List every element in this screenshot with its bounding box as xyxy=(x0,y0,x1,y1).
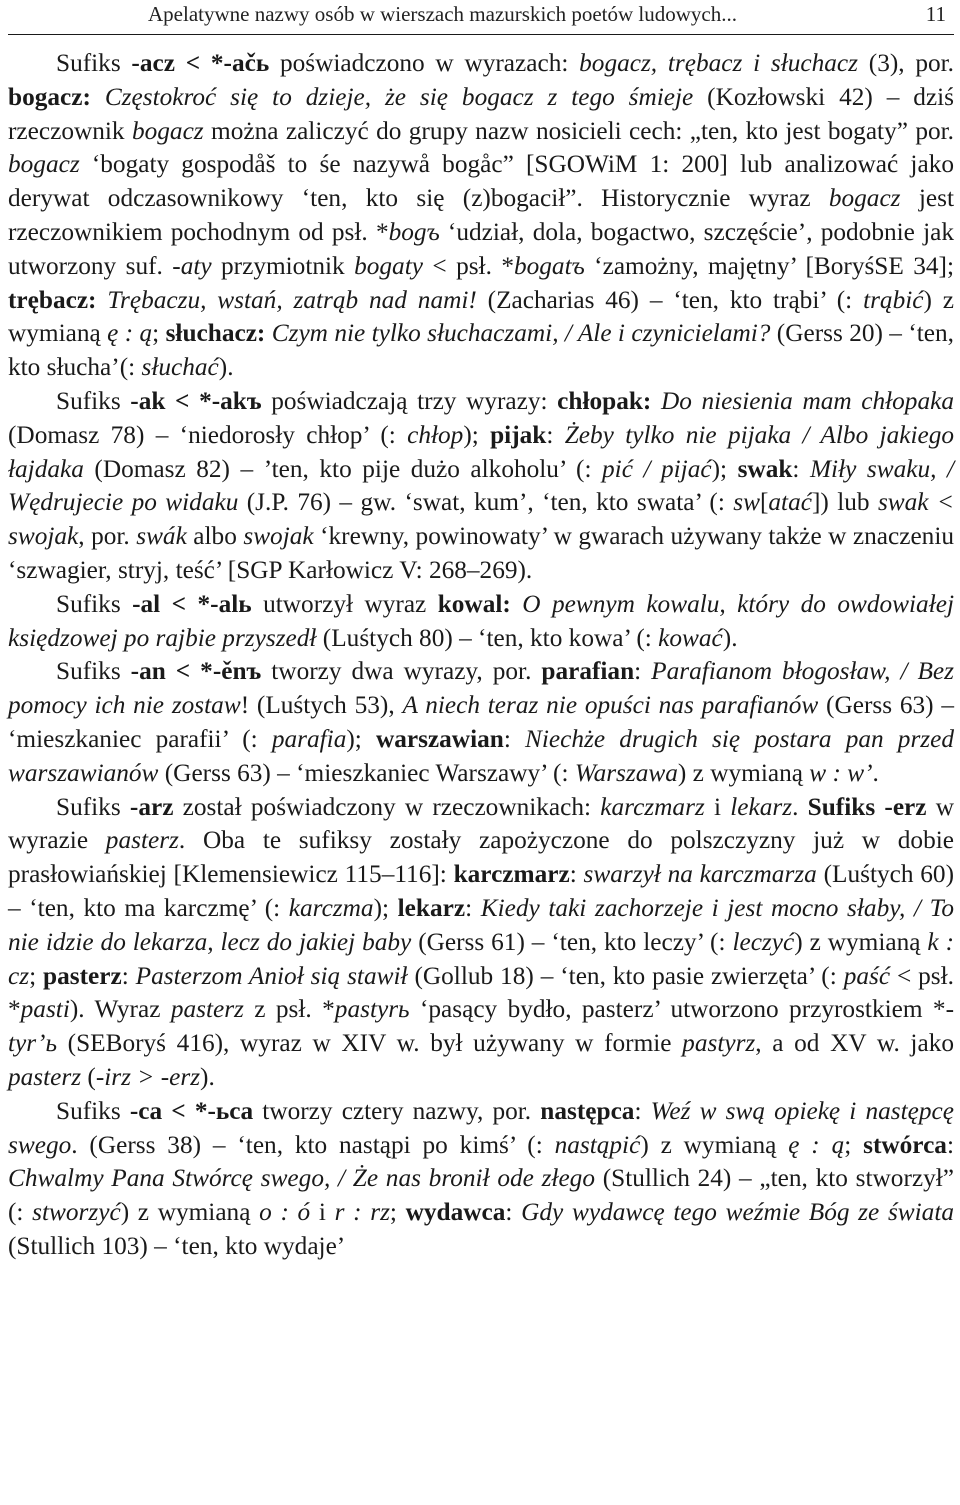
italic-quote: Gdy wydawcę tego weźmie Bóg ze świata xyxy=(521,1198,955,1227)
italic-quote: karczmarz xyxy=(600,792,705,821)
text-run: Sufiks xyxy=(56,49,132,77)
bold-term: bogacz: xyxy=(8,82,91,111)
text-run: (Zacharias 46) – ‘ten, kto trąbi’ (: xyxy=(476,285,864,314)
text-run: (Luśtych 60) – ‘ten, kto ma karczmę’ (: xyxy=(8,860,954,922)
bold-term: słuchacz: xyxy=(165,319,266,348)
italic-quote: Żeby tylko nie pijaka / Albo jakiego łajdaka xyxy=(8,420,955,483)
italic-quote: karczma xyxy=(288,893,374,922)
italic-quote: bogaty xyxy=(354,251,423,280)
text-run: (Stullich 103) – ‘ten, kto wydaje’ xyxy=(8,1231,346,1260)
italic-quote: swak < swojak xyxy=(8,488,954,551)
text-run: : xyxy=(634,1096,651,1125)
bold-term: trębacz: xyxy=(8,285,97,314)
text-run: ) z wymianą xyxy=(794,927,928,956)
text-run: można zaliczyć do grupy nazw nosicieli cech: „ten, kto jest bogaty” por. xyxy=(203,116,954,145)
italic-quote: lekarz xyxy=(730,792,793,821)
text-run: , a od XV w. jako xyxy=(755,1029,954,1058)
bold-term: swak xyxy=(737,454,793,483)
text-run: : xyxy=(792,454,810,483)
body-text xyxy=(8,47,954,1264)
italic-quote: pić / pijać xyxy=(602,454,712,483)
text-run: Sufiks xyxy=(56,657,131,686)
text-run: poświadczają trzy wyrazy: xyxy=(261,386,558,415)
text-run: tworzy cztery nazwy, por. xyxy=(253,1096,541,1125)
text-run: (J.P. 76) – gw. ‘swat, kum’, ‘ten, kto swata’ (: xyxy=(238,488,734,517)
text-run: Sufiks xyxy=(56,589,133,618)
bold-term: -al < *-alь xyxy=(132,589,252,618)
bold-term: pasterz xyxy=(43,961,122,990)
italic-quote: bogatъ xyxy=(513,251,585,280)
italic-quote: bogacz xyxy=(828,184,901,213)
italic-quote: swák xyxy=(136,522,187,551)
bold-term: -arz xyxy=(129,792,174,821)
italic-quote: ę : ą xyxy=(107,319,153,348)
text-run: ‘bogaty gospodåš to śe nazywå bogåc” [SGOWiM 1: 200] lub analizować jako derywat odczasownikowy ‘ten, kto się (z)bogacił”. Historycznie wyraz xyxy=(8,150,954,213)
text-run xyxy=(91,83,105,111)
text-run: : xyxy=(546,420,565,449)
paragraph-arz-erz xyxy=(8,791,954,1095)
bold-term: stwórca xyxy=(863,1130,947,1159)
text-run: ) z wymianą xyxy=(120,1198,260,1227)
italic-quote: w : w’ xyxy=(809,758,873,787)
text-run: (Gerss 20) – ‘ten, kto słucha’(: xyxy=(8,319,954,382)
text-run: albo xyxy=(186,522,244,551)
text-run: ) z wymianą xyxy=(677,758,810,787)
text-run: ). Wyraz xyxy=(69,995,171,1024)
text-run: . Oba te sufiksy zostały zapożyczone do polszczyzny już w dobie prasłowiańskiej [Klemensiewicz 115–116]: xyxy=(8,826,954,889)
italic-quote: Trębaczu, wstań, zatrąb nad nami! xyxy=(107,285,477,314)
bold-term: następca xyxy=(540,1096,635,1125)
italic-quote: Parafianom błogosław, / Bez pomocy ich nie zostaw xyxy=(8,657,954,720)
italic-quote: -tyr’ь xyxy=(8,995,954,1058)
italic-quote: -irz > -erz xyxy=(95,1062,201,1091)
text-run: ]) lub xyxy=(811,488,878,517)
bold-term: -acz < *-ačь xyxy=(131,49,270,77)
text-run: [ xyxy=(759,488,769,517)
bold-term: -ca < *-ьca xyxy=(129,1096,254,1125)
text-run: ; xyxy=(29,961,44,990)
text-run: . xyxy=(792,792,808,821)
italic-quote: Weź w swą opiekę i następcę swego xyxy=(8,1096,954,1159)
text-run: i xyxy=(310,1198,335,1227)
running-header xyxy=(8,0,954,35)
bold-term: parafian xyxy=(541,657,635,686)
text-run: ). xyxy=(722,623,738,652)
bold-term: Sufiks xyxy=(807,792,876,821)
italic-quote: sw xyxy=(733,488,760,517)
italic-quote: Do niesienia mam chłopaka xyxy=(660,386,954,415)
text-run: ‘zamożny, majętny’ [BoryśSE 34]; xyxy=(584,251,954,280)
bold-term: lekarz xyxy=(397,893,466,922)
paragraph-an xyxy=(8,655,954,790)
text-run: : xyxy=(465,893,481,922)
text-run: Sufiks xyxy=(56,386,131,415)
italic-quote: kować xyxy=(658,623,723,652)
italic-quote: k : cz xyxy=(8,927,954,990)
text-run: ); xyxy=(373,893,398,922)
text-run: . xyxy=(872,758,879,787)
bold-term: chłopak: xyxy=(557,386,652,415)
text-run: poświadczono w wyrazach: xyxy=(269,49,580,77)
bold-term: pijak xyxy=(490,420,547,449)
text-run: < psł. * xyxy=(422,251,514,280)
bold-term: kowal: xyxy=(437,589,511,618)
italic-quote: nastąpić xyxy=(554,1130,641,1159)
italic-quote: bogacz xyxy=(131,116,204,145)
italic-quote: A niech teraz nie opuści nas parafianów xyxy=(402,691,819,720)
paragraph-al xyxy=(8,588,954,656)
italic-quote: o : ó xyxy=(259,1198,311,1227)
text-run: tworzy dwa wyrazy, por. xyxy=(261,657,542,686)
italic-quote: pasterz xyxy=(170,995,244,1024)
text-run: ‘krewny, powinowaty’ w gwarach używany także w znaczeniu ‘szwagier, stryj, teść’ [SGP Karłowicz V: 268–269). xyxy=(8,522,955,584)
italic-quote: słuchać xyxy=(141,353,219,382)
text-run: ‘udział, dola, bogactwo, szczęście’, podobnie jak utworzony suf. xyxy=(8,217,955,280)
italic-quote: r : rz xyxy=(334,1198,390,1227)
italic-quote: Miły swaku, / Wędrujecie po widaku xyxy=(8,454,954,517)
italic-quote: atać xyxy=(768,488,812,517)
text-run: z psł. * xyxy=(243,995,335,1024)
text-run: : xyxy=(634,657,652,686)
italic-quote: pastyrь xyxy=(334,995,410,1024)
text-run: Sufiks xyxy=(56,1096,130,1125)
text-run: : xyxy=(503,724,525,753)
italic-quote: Niechże drugich się postara pan przed warszawianów xyxy=(8,724,955,787)
text-run: ); xyxy=(711,454,738,483)
text-run: ; xyxy=(152,319,166,348)
italic-quote: bogacz xyxy=(8,150,80,179)
text-run: (Luśtych 80) – ‘ten, kto kowa’ (: xyxy=(316,623,659,652)
text-run: (Stullich 24) – „ten, kto stworzył” (: xyxy=(8,1164,955,1227)
text-run: < psł. * xyxy=(8,961,955,1024)
text-run: (Domasz 82) – ’ten, kto pije dużo alkoholu’ (: xyxy=(83,454,603,483)
document-page xyxy=(8,0,954,1505)
text-run: przymiotnik xyxy=(211,251,355,280)
text-run: : xyxy=(121,961,136,990)
italic-quote: Częstokroć się to dzieje, że się bogacz z tego śmieje xyxy=(104,82,694,111)
bold-term: warszawian xyxy=(375,724,504,753)
italic-quote: pastyrz xyxy=(682,1029,756,1058)
text-run: ! (Luśtych 53), xyxy=(240,691,403,720)
text-run: ‘pasący bydło, pasterz’ utworzono przyrostkiem * xyxy=(409,995,946,1024)
page-number: 11 xyxy=(925,2,946,26)
text-run: w wyrazie xyxy=(8,792,955,855)
text-run: ) z wymianą xyxy=(640,1130,789,1159)
italic-quote: parafia xyxy=(271,724,347,753)
paragraph-ak xyxy=(8,385,954,588)
text-run: ; xyxy=(844,1130,864,1159)
italic-quote: bogacz, trębacz i słuchacz xyxy=(579,49,859,77)
paragraph-acz xyxy=(8,47,954,385)
bold-term: -an < *-ěnъ xyxy=(130,657,262,686)
running-title: Apelatywne nazwy osób w wierszach mazurskich poetów ludowych... xyxy=(148,2,737,26)
italic-quote: swarzył na karczmarza xyxy=(583,860,817,889)
text-run xyxy=(651,387,661,415)
text-run: ( xyxy=(81,1062,96,1091)
paragraph-ca xyxy=(8,1095,954,1264)
italic-quote: trąbić xyxy=(863,285,924,314)
italic-quote: Pasterzom Anioł sią stawił xyxy=(135,961,408,990)
text-run: : xyxy=(505,1198,522,1227)
italic-quote: -aty xyxy=(172,251,212,280)
bold-term: karczmarz xyxy=(453,860,570,889)
text-run: ) z wymianą xyxy=(8,285,955,348)
italic-quote: chłop xyxy=(407,420,464,449)
text-run: (Gerss 63) – ‘mieszkaniec parafii’ (: xyxy=(8,691,954,753)
italic-quote: O pewnym kowalu, który do owdowiałej księdzowej po rajbie przyszedł xyxy=(8,589,954,652)
text-run: : xyxy=(946,1130,954,1159)
text-run: Sufiks xyxy=(56,792,130,821)
italic-quote: leczyć xyxy=(732,927,795,956)
text-run: (Kozłowski 42) – dziś rzeczownik xyxy=(8,82,955,145)
italic-quote: pasti xyxy=(20,995,70,1024)
italic-quote: stworzyć xyxy=(32,1198,121,1227)
italic-quote: paść xyxy=(843,961,891,990)
bold-term: -erz xyxy=(884,792,927,821)
italic-quote: pasterz xyxy=(105,826,179,855)
text-run: ). xyxy=(200,1062,215,1091)
italic-quote: bogъ xyxy=(388,217,440,246)
text-run: ); xyxy=(346,724,376,753)
text-run: utworzył wyraz xyxy=(251,589,438,618)
italic-quote: ę : ą xyxy=(788,1130,845,1159)
text-run: (3), por. xyxy=(858,49,954,77)
italic-quote: swojak xyxy=(243,522,314,551)
italic-quote: Warszawa xyxy=(574,758,678,787)
italic-quote: Chwalmy Pana Stwórcę swego, / Że nas bronił ode złego xyxy=(8,1164,595,1193)
text-run: i xyxy=(704,792,731,821)
text-run: (SEBoryś 416), wyraz w XIV w. był używany w formie xyxy=(56,1029,683,1058)
text-run: , por. xyxy=(78,522,137,551)
italic-quote: pasterz xyxy=(8,1062,82,1091)
text-run: został poświadczony w rzeczownikach: xyxy=(173,792,601,821)
bold-term: -ak < *-akъ xyxy=(130,386,262,415)
text-run: ). xyxy=(218,353,234,382)
text-run: (Gollub 18) – ‘ten, kto pasie zwierzęta’ (: xyxy=(407,961,844,990)
text-run: ; xyxy=(389,1198,406,1227)
text-run: jest rzeczownikiem pochodnym od psł. * xyxy=(8,184,954,246)
text-run xyxy=(511,590,522,618)
text-run: ); xyxy=(463,420,491,449)
text-run xyxy=(96,286,107,314)
text-run: (Domasz 78) – ‘niedorosły chłop’ (: xyxy=(8,420,408,449)
text-run: : xyxy=(569,860,584,889)
text-run: . (Gerss 38) – ‘ten, kto nastąpi po kimś’ (: xyxy=(71,1130,555,1159)
italic-quote: Czym nie tylko słuchaczami, / Ale i czynicielami? xyxy=(271,319,771,348)
italic-quote: Kiedy taki zachorzeje i jest mocno słaby, / To nie idzie do lekarza, lecz do jakiej baby xyxy=(8,893,955,956)
text-run: (Gerss 61) – ‘ten, kto leczy’ (: xyxy=(411,927,733,956)
bold-term: wydawca xyxy=(405,1198,506,1227)
text-run: (Gerss 63) – ‘mieszkaniec Warszawy’ (: xyxy=(158,758,575,787)
